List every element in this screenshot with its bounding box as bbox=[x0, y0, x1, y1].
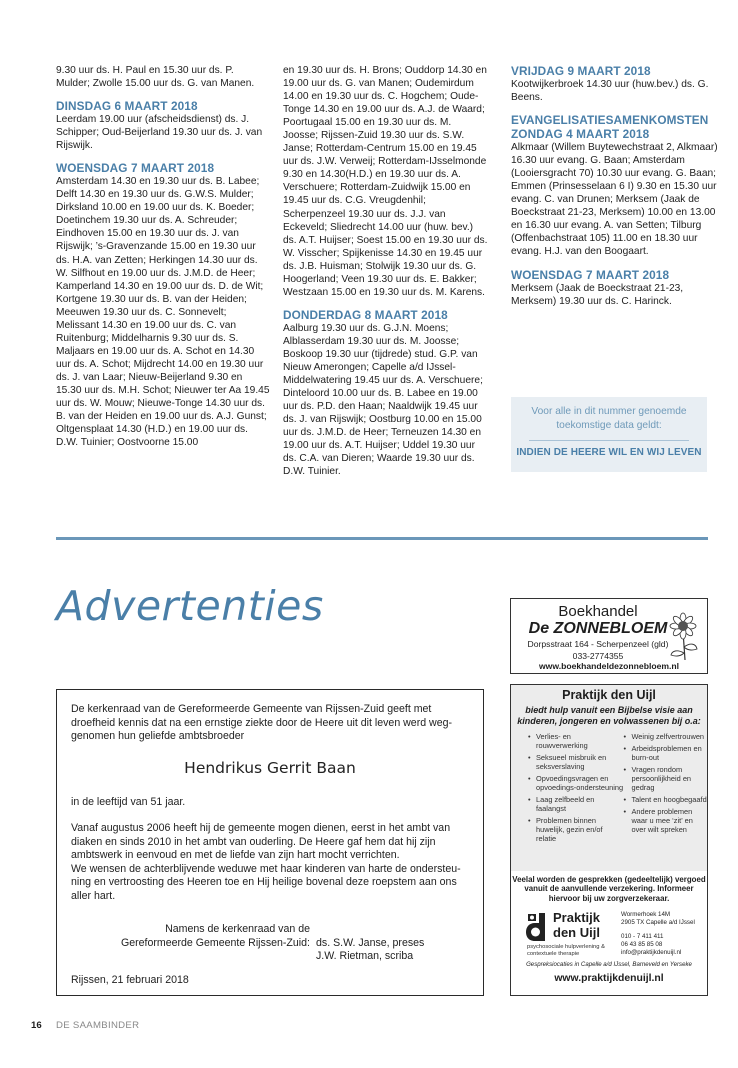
notice-age: in de leeftijd van 51 jaar. bbox=[71, 795, 186, 808]
date-heading: DINSDAG 6 MAART 2018 bbox=[56, 99, 198, 114]
date-heading: DONDERDAG 8 MAART 2018 bbox=[283, 307, 448, 322]
service-listing: 9.30 uur ds. H. Paul en 15.30 uur ds. P. Mulder; Zwolle 15.00 uur ds. G. van Manen. bbox=[56, 65, 255, 90]
topics-left bbox=[528, 732, 623, 846]
date-heading: EVANGELISATIESAMENKOMSTEN ZONDAG 4 MAART 2018 bbox=[511, 113, 709, 142]
bookshop-ad bbox=[510, 598, 708, 674]
logo-tagline: psychosociale hulpverlening & contextuele therapie bbox=[527, 944, 605, 957]
section-title: Advertenties bbox=[56, 582, 324, 630]
note-divider bbox=[529, 440, 689, 441]
column-2 bbox=[283, 64, 488, 478]
bookshop-address: Dorpsstraat 164 - Scherpenzeel (gld) bbox=[527, 639, 669, 649]
note-text: Voor alle in dit nummer genoemde toekomstige data geldt: bbox=[531, 406, 687, 431]
sunflower-icon bbox=[665, 611, 701, 661]
insurance-note: Veelal worden de gesprekken (gedeeltelijk) vergoed vanuit de aanvullende verzekering. Informeer hiervoor bij uw zorgverzekeraar. bbox=[512, 875, 706, 903]
praktijk-subtitle: biedt hulp vanuit een Bijbelse visie aan kinderen, jongeren en volwassenen bij o.a: bbox=[517, 705, 701, 726]
signature-block: Namens de kerkenraad van de Gereformeerde Gemeente Rijssen-Zuid: ds. S.W. Janse, preses J.W. Rietman, scriba bbox=[120, 923, 425, 962]
topic-item: • Andere problemen waar u mee ‘zit’ en over wilt spreken bbox=[623, 807, 707, 834]
notice-body-2: We wensen de achterblijvende weduwe met haar kinderen van harte de ondersteu-ning en vertroosting des Heeren toe en Hij heilige bovenal deze roepstem aan ons aller hart. bbox=[71, 862, 461, 902]
praktijk-logo-icon bbox=[525, 911, 549, 943]
topic-item: • Opvoedingsvragen en opvoedings-ondersteuning bbox=[528, 774, 623, 792]
magazine-name: DE SAAMBINDER bbox=[56, 1020, 140, 1031]
notice-intro: De kerkenraad van de Gereformeerde Gemeente van Rijssen-Zuid geeft met droefheid kennis dat na een ernstige ziekte door de Heere uit dit leven werd weg-genomen hun geliefde ambtsbroeder bbox=[71, 703, 453, 742]
service-listing: Aalburg 19.30 uur ds. G.J.N. Moens; Alblasserdam 19.30 uur ds. M. Joosse; Boskoop 19.30 uur (tijdrede) stud. G.P. van Nieuw Amerongen; Capelle a/d IJssel-Middelwatering 19.45 uur ds. A. Verschuere; Dinteloord 10.00 uur ds. B. Labee en 19.00 uur ds. P.D. den Haan; Naaldwijk 19.45 uur ds. J. van Rijswijk; Oostburg 10.00 en 15.00 uur ds. J.M.D. de Heer; Terneuzen 14.30 en 19.00 uur ds. A.T. Huijser; Uddel 19.30 uur ds. C.A. van Dieren; Waarde 19.30 uur ds. D.W. Tuinier. bbox=[283, 322, 483, 478]
praktijk-topics bbox=[528, 732, 707, 846]
service-listing: Kootwijkerbroek 14.30 uur (huw.bev.) ds. G. Beens. bbox=[511, 79, 709, 104]
column-1 bbox=[56, 64, 270, 449]
service-listing: Alkmaar (Willem Buytewechstraat 2, Alkmaar) 16.30 uur evang. G. Baan; Amsterdam (Looiersgracht 70) 10.30 uur evang. G. Baan; Emmen (Prinsesselaan 6 I) 9.30 en 15.30 uur evang. C. van Drunen; Merksem (Jaak de Boeckstraat 21-23, Merksem) 10.00 en 13.00 en 16.30 uur evang. A. van Setten; Tilburg (Offenbachstraat 105) 11.00 en 18.30 uur evang. H.J. van den Boogaart. bbox=[511, 142, 718, 258]
service-listing: Leerdam 19.00 uur (afscheidsdienst) ds. J. Schipper; Oud-Beijerland 19.30 uur ds. J. van Rijswijk. bbox=[56, 114, 263, 152]
bookshop-label: Boekhandel bbox=[558, 603, 638, 620]
note-cta: INDIEN DE HEERE WIL EN WIJ LEVEN bbox=[516, 447, 702, 458]
topic-item: • Verlies- en rouwverwerking bbox=[528, 732, 623, 750]
date-heading: WOENSDAG 7 MAART 2018 bbox=[56, 161, 215, 176]
topic-item: • Talent en hoogbegaafd bbox=[623, 795, 707, 804]
topic-item: • Arbeidsproblemen en burn-out bbox=[623, 744, 707, 762]
praktijk-footer bbox=[511, 871, 707, 995]
date-heading: WOENSDAG 7 MAART 2018 bbox=[511, 267, 670, 282]
bookshop-url[interactable]: www.boekhandeldezonnebloem.nl bbox=[538, 661, 680, 671]
topic-item: • Vragen rondom persoonlijkheid en gedrag bbox=[623, 765, 707, 792]
service-listing: en 19.30 uur ds. H. Brons; Ouddorp 14.30 en 19.00 uur ds. G. van Manen; Oudemirdum 14.00 en 19.30 uur ds. C. Hogchem; Oude-Tonge 14.30 en 19.00 uur ds. A.J. de Waard; Poortugaal 15.00 en 19.30 uur ds. M. Joosse; Rijssen-Zuid 19.30 uur ds. S.W. Janse; Rotterdam-Centrum 15.00 en 19.45 uur ds. J.W. Verweij; Rotterdam-IJsselmonde 9.30 en 14.30(H.D.) en 19.30 uur ds. A. Verschuere; Rotterdam-Zuidwijk 15.00 en 19.45 uur ds. C.G. Vreugdenhil; Scherpenzeel 19.30 uur ds. J.J. van Eckeveld; Sliedrecht 14.00 uur (huw. bev.) ds. A.T. Huijser; Soest 15.00 en 19.30 uur ds. W. Visscher; Spijkenisse 14.30 en 19.45 uur ds. J.B. Huisman; Stolwijk 19.30 uur ds. G. Hoogerland; Veen 19.30 uur ds. E. Bakker; Westzaan 15.00 en 19.30 uur ds. M. Karens. bbox=[283, 65, 488, 298]
praktijk-ad bbox=[510, 684, 708, 996]
obituary-notice bbox=[56, 689, 484, 996]
service-listing: Merksem (Jaak de Boeckstraat 21-23, Merksem) 19.30 uur ds. C. Harinck. bbox=[511, 282, 684, 307]
bookshop-name: De ZONNEBLOEM bbox=[528, 620, 668, 637]
praktijk-email[interactable]: info@praktijkdenuijl.nl bbox=[621, 948, 682, 956]
topic-item: • Weinig zelfvertrouwen bbox=[623, 732, 707, 741]
topic-item: • Problemen binnen huwelijk, gezin en/of relatie bbox=[528, 816, 623, 843]
service-listing: Amsterdam 14.30 en 19.30 uur ds. B. Labee; Delft 14.30 en 19.30 uur ds. G.W.S. Mulder; Dirksland 10.00 en 19.00 uur ds. K. Boeder; Doetinchem 19.30 uur ds. A. Schreuder; Eindhoven 15.00 en 19.30 uur ds. J. van Rijswijk; ’s-Gravenzande 15.00 en 19.30 uur ds. H.A. van Zetten; Herkingen 14.30 uur ds. W. Silfhout en 19.00 uur ds. J.M.D. de Heer; Kamperland 14.30 en 19.00 uur ds. D. de Wit; Kortgene 19.30 uur ds. B. van der Heiden; Meeuwen 19.30 uur ds. C. Sonnevelt; Melissant 14.30 en 19.00 uur ds. C. van Ruitenburg; Middelharnis 9.30 uur ds. S. Maljaars en 19.00 uur ds. A. Schot en 14.30 uur ds. A. Schot; Mijdrecht 14.00 en 19.30 uur ds. J. van Laar; Nieuw-Beijerland 9.30 en 15.30 uur ds. M.H. Schot; Nieuwer ter Aa 19.45 uur ds. W. Mouw; Nieuwe-Tonge 14.30 uur ds. B. van der Heiden en 19.00 uur ds. A.J. Gunst; Oltgensplaat 14.30 (H.D.) en 19.00 uur ds. D.W. Tuinier; Oostvoorne 15.00 bbox=[56, 176, 270, 449]
praktijk-contact: Wormerhoek 14M 2905 TX Capelle a/d IJssel 010 - 7 411 411 06 43 85 85 08 info@praktijkdenuijl.nl bbox=[621, 911, 695, 956]
praktijk-locations: Gespreksiocaties in Capelle a/d IJssel, Barneveld en Yerseke bbox=[526, 961, 692, 968]
praktijk-logo: Praktijk den Uijl psychosociale hulpverlening & contextuele therapie bbox=[525, 908, 611, 958]
topic-item: • Seksueel misbruik en seksverslaving bbox=[528, 753, 623, 771]
bookshop-phone: 033-2774355 bbox=[572, 650, 624, 661]
topic-item: • Laag zelfbeeld en faalangst bbox=[528, 795, 623, 813]
praktijk-title: Praktijk den Uijl bbox=[562, 688, 656, 702]
column-3 bbox=[511, 64, 719, 308]
deceased-name: Hendrikus Gerrit Baan bbox=[184, 758, 356, 777]
notice-place-date: Rijssen, 21 februari 2018 bbox=[71, 973, 189, 986]
future-dates-note bbox=[511, 397, 707, 472]
notice-body-1: Vanaf augustus 2006 heeft hij de gemeente mogen dienen, eerst in het ambt van diaken en sinds 2010 in het ambt van ouderling. De Heere gaf hem dat hij zijn ambtswerk in eenvoud en met de liefde van zijn hart mocht verrichten. bbox=[71, 822, 451, 861]
page-number: 16 bbox=[31, 1020, 42, 1031]
topics-right bbox=[623, 732, 707, 846]
date-heading: VRIJDAG 9 MAART 2018 bbox=[511, 64, 651, 78]
section-divider bbox=[56, 537, 708, 540]
praktijk-url[interactable]: www.praktijkdenuijl.nl bbox=[554, 973, 664, 984]
